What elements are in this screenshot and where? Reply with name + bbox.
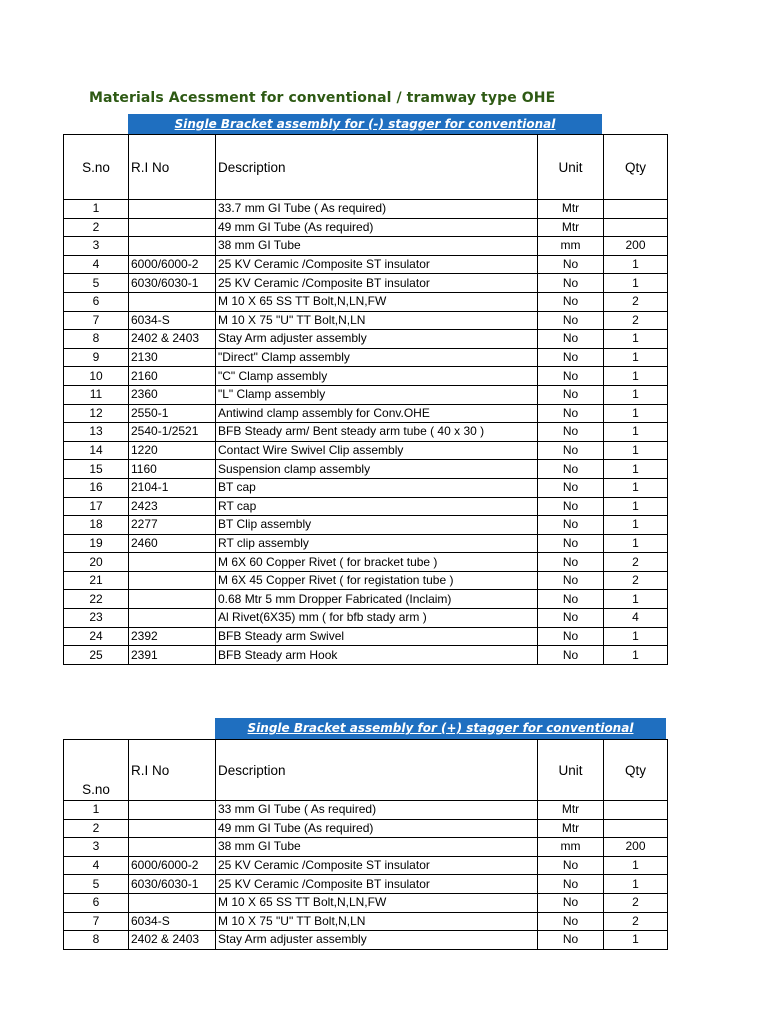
cell-sno: 9 (64, 348, 129, 367)
cell-unit: Mtr (538, 819, 604, 838)
cell-description: 33 mm GI Tube ( As required) (216, 801, 538, 820)
cell-sno: 7 (64, 311, 129, 330)
cell-ri-no (129, 609, 216, 628)
cell-ri-no: 6034-S (129, 912, 216, 931)
table-row (64, 348, 668, 367)
cell-unit: No (538, 516, 604, 535)
cell-ri-no (129, 819, 216, 838)
cell-sno: 10 (64, 367, 129, 386)
document-title: Materials Acessment for conventional / tramway type OHE (89, 90, 556, 106)
cell-sno: 8 (64, 330, 129, 349)
cell-sno: 6 (64, 893, 129, 912)
table-row (64, 441, 668, 460)
cell-qty: 1 (604, 330, 668, 349)
cell-sno: 1 (64, 801, 129, 820)
table-row (64, 497, 668, 516)
cell-ri-no (129, 893, 216, 912)
cell-qty: 1 (604, 385, 668, 404)
cell-qty: 1 (604, 516, 668, 535)
cell-qty (604, 218, 668, 237)
table-row (64, 478, 668, 497)
table-header-row (64, 135, 668, 200)
cell-ri-no (129, 571, 216, 590)
table-row (64, 931, 668, 950)
table-row (64, 292, 668, 311)
cell-qty: 1 (604, 931, 668, 950)
cell-unit: No (538, 441, 604, 460)
cell-sno: 25 (64, 646, 129, 665)
cell-qty (604, 801, 668, 820)
cell-ri-no (129, 553, 216, 572)
cell-description: Antiwind clamp assembly for Conv.OHE (216, 404, 538, 423)
cell-sno: 13 (64, 423, 129, 442)
cell-unit: No (538, 571, 604, 590)
cell-ri-no: 6030/6030-1 (129, 875, 216, 894)
table-row (64, 838, 668, 857)
cell-description: 25 KV Ceramic /Composite BT insulator (216, 875, 538, 894)
cell-ri-no: 2550-1 (129, 404, 216, 423)
cell-ri-no (129, 218, 216, 237)
cell-description: M 6X 60 Copper Rivet ( for bracket tube ) (216, 553, 538, 572)
cell-qty: 2 (604, 912, 668, 931)
cell-description: "C" Clamp assembly (216, 367, 538, 386)
cell-description: 25 KV Ceramic /Composite ST insulator (216, 856, 538, 875)
table-row (64, 367, 668, 386)
cell-qty: 1 (604, 404, 668, 423)
table-row (64, 423, 668, 442)
cell-unit: No (538, 423, 604, 442)
cell-ri-no (129, 237, 216, 256)
cell-sno: 20 (64, 553, 129, 572)
cell-qty: 1 (604, 590, 668, 609)
header-unit: Unit (538, 740, 604, 801)
cell-ri-no (129, 292, 216, 311)
cell-unit: No (538, 912, 604, 931)
cell-description: Contact Wire Swivel Clip assembly (216, 441, 538, 460)
cell-description: Al Rivet(6X35) mm ( for bfb stady arm ) (216, 609, 538, 628)
cell-description: BFB Steady arm Swivel (216, 627, 538, 646)
cell-ri-no: 2540-1/2521 (129, 423, 216, 442)
cell-qty: 1 (604, 646, 668, 665)
table-row (64, 609, 668, 628)
cell-description: M 10 X 75 "U" TT Bolt,N,LN (216, 311, 538, 330)
cell-unit: No (538, 478, 604, 497)
cell-unit: mm (538, 237, 604, 256)
cell-description: Stay Arm adjuster assembly (216, 330, 538, 349)
cell-sno: 1 (64, 200, 129, 219)
cell-sno: 11 (64, 385, 129, 404)
cell-description: BFB Steady arm Hook (216, 646, 538, 665)
table-row (64, 875, 668, 894)
cell-qty: 1 (604, 460, 668, 479)
cell-qty: 2 (604, 571, 668, 590)
table-row (64, 912, 668, 931)
cell-qty: 200 (604, 237, 668, 256)
cell-ri-no: 1160 (129, 460, 216, 479)
cell-unit: No (538, 534, 604, 553)
table-row (64, 385, 668, 404)
cell-sno: 6 (64, 292, 129, 311)
cell-description: 33.7 mm GI Tube ( As required) (216, 200, 538, 219)
cell-qty (604, 200, 668, 219)
cell-ri-no (129, 801, 216, 820)
table-row (64, 218, 668, 237)
cell-sno: 21 (64, 571, 129, 590)
materials-table-plus-stagger (63, 739, 668, 950)
table-row (64, 404, 668, 423)
cell-description: M 10 X 65 SS TT Bolt,N,LN,FW (216, 893, 538, 912)
cell-qty: 1 (604, 423, 668, 442)
cell-ri-no: 2423 (129, 497, 216, 516)
cell-qty: 2 (604, 553, 668, 572)
cell-sno: 8 (64, 931, 129, 950)
cell-qty (604, 819, 668, 838)
cell-qty: 1 (604, 441, 668, 460)
cell-ri-no: 2460 (129, 534, 216, 553)
cell-unit: No (538, 931, 604, 950)
cell-description: 25 KV Ceramic /Composite BT insulator (216, 274, 538, 293)
cell-unit: No (538, 460, 604, 479)
cell-description: 25 KV Ceramic /Composite ST insulator (216, 255, 538, 274)
cell-unit: No (538, 311, 604, 330)
cell-qty: 2 (604, 292, 668, 311)
cell-ri-no: 6034-S (129, 311, 216, 330)
cell-description: M 6X 45 Copper Rivet ( for registation tube ) (216, 571, 538, 590)
cell-sno: 3 (64, 838, 129, 857)
cell-qty: 1 (604, 478, 668, 497)
header-ri-no: R.I No (129, 740, 216, 801)
cell-qty: 200 (604, 838, 668, 857)
cell-unit: No (538, 893, 604, 912)
cell-unit: No (538, 590, 604, 609)
cell-sno: 3 (64, 237, 129, 256)
cell-ri-no: 6030/6030-1 (129, 274, 216, 293)
cell-qty: 1 (604, 255, 668, 274)
cell-unit: No (538, 646, 604, 665)
cell-description: 49 mm GI Tube (As required) (216, 218, 538, 237)
cell-description: BFB Steady arm/ Bent steady arm tube ( 40 x 30 ) (216, 423, 538, 442)
cell-unit: No (538, 609, 604, 628)
cell-unit: No (538, 627, 604, 646)
cell-ri-no: 2402 & 2403 (129, 330, 216, 349)
header-description: Description (216, 135, 538, 200)
cell-sno: 15 (64, 460, 129, 479)
cell-qty: 1 (604, 497, 668, 516)
header-qty: Qty (604, 740, 668, 801)
header-sno: S.no (64, 740, 129, 801)
header-ri-no: R.I No (129, 135, 216, 200)
cell-description: BT Clip assembly (216, 516, 538, 535)
cell-qty: 2 (604, 893, 668, 912)
table-row (64, 460, 668, 479)
header-sno: S.no (64, 135, 129, 200)
cell-description: M 10 X 65 SS TT Bolt,N,LN,FW (216, 292, 538, 311)
cell-sno: 24 (64, 627, 129, 646)
cell-ri-no (129, 200, 216, 219)
cell-ri-no: 2277 (129, 516, 216, 535)
table-header-row (64, 740, 668, 801)
table1-banner: Single Bracket assembly for (-) stagger for conventional (128, 114, 602, 134)
cell-ri-no: 2392 (129, 627, 216, 646)
header-qty: Qty (604, 135, 668, 200)
header-description: Description (216, 740, 538, 801)
table-row (64, 274, 668, 293)
cell-ri-no: 2391 (129, 646, 216, 665)
cell-description: 0.68 Mtr 5 mm Dropper Fabricated (Inclaim) (216, 590, 538, 609)
cell-unit: No (538, 875, 604, 894)
cell-unit: No (538, 385, 604, 404)
cell-sno: 23 (64, 609, 129, 628)
cell-sno: 16 (64, 478, 129, 497)
cell-sno: 18 (64, 516, 129, 535)
cell-ri-no: 2104-1 (129, 478, 216, 497)
cell-unit: No (538, 367, 604, 386)
cell-description: RT clip assembly (216, 534, 538, 553)
cell-sno: 7 (64, 912, 129, 931)
table-row (64, 237, 668, 256)
cell-ri-no: 2160 (129, 367, 216, 386)
cell-description: 38 mm GI Tube (216, 838, 538, 857)
cell-unit: No (538, 330, 604, 349)
cell-ri-no: 1220 (129, 441, 216, 460)
cell-sno: 4 (64, 255, 129, 274)
cell-ri-no: 6000/6000-2 (129, 255, 216, 274)
cell-description: BT cap (216, 478, 538, 497)
cell-unit: No (538, 292, 604, 311)
cell-description: 38 mm GI Tube (216, 237, 538, 256)
cell-sno: 14 (64, 441, 129, 460)
table-row (64, 801, 668, 820)
table-row (64, 571, 668, 590)
table-row (64, 819, 668, 838)
cell-unit: Mtr (538, 218, 604, 237)
table-row (64, 311, 668, 330)
cell-ri-no: 2360 (129, 385, 216, 404)
cell-unit: Mtr (538, 801, 604, 820)
cell-qty: 1 (604, 875, 668, 894)
cell-description: "L" Clamp assembly (216, 385, 538, 404)
cell-sno: 2 (64, 218, 129, 237)
cell-ri-no (129, 838, 216, 857)
cell-qty: 2 (604, 311, 668, 330)
cell-sno: 17 (64, 497, 129, 516)
table2-banner: Single Bracket assembly for (+) stagger for conventional (215, 718, 666, 739)
cell-description: "Direct" Clamp assembly (216, 348, 538, 367)
cell-sno: 2 (64, 819, 129, 838)
cell-unit: No (538, 553, 604, 572)
cell-description: M 10 X 75 "U" TT Bolt,N,LN (216, 912, 538, 931)
cell-description: Stay Arm adjuster assembly (216, 931, 538, 950)
table-row (64, 330, 668, 349)
cell-sno: 4 (64, 856, 129, 875)
cell-sno: 5 (64, 274, 129, 293)
table-row (64, 534, 668, 553)
cell-description: 49 mm GI Tube (As required) (216, 819, 538, 838)
cell-unit: mm (538, 838, 604, 857)
cell-description: RT cap (216, 497, 538, 516)
cell-ri-no: 2130 (129, 348, 216, 367)
table-row (64, 200, 668, 219)
cell-unit: No (538, 404, 604, 423)
materials-table-minus-stagger (63, 134, 668, 665)
cell-unit: No (538, 348, 604, 367)
cell-unit: No (538, 255, 604, 274)
table-row (64, 893, 668, 912)
cell-ri-no: 6000/6000-2 (129, 856, 216, 875)
cell-unit: No (538, 497, 604, 516)
header-unit: Unit (538, 135, 604, 200)
cell-sno: 22 (64, 590, 129, 609)
cell-sno: 5 (64, 875, 129, 894)
table-row (64, 856, 668, 875)
cell-qty: 1 (604, 367, 668, 386)
table-row (64, 590, 668, 609)
table-row (64, 627, 668, 646)
cell-qty: 1 (604, 534, 668, 553)
cell-qty: 1 (604, 348, 668, 367)
cell-qty: 1 (604, 627, 668, 646)
table-row (64, 646, 668, 665)
table-row (64, 255, 668, 274)
cell-description: Suspension clamp assembly (216, 460, 538, 479)
cell-unit: No (538, 856, 604, 875)
cell-sno: 12 (64, 404, 129, 423)
cell-qty: 4 (604, 609, 668, 628)
cell-qty: 1 (604, 274, 668, 293)
cell-ri-no (129, 590, 216, 609)
cell-qty: 1 (604, 856, 668, 875)
cell-unit: No (538, 274, 604, 293)
cell-unit: Mtr (538, 200, 604, 219)
table-row (64, 516, 668, 535)
table-row (64, 553, 668, 572)
cell-sno: 19 (64, 534, 129, 553)
cell-ri-no: 2402 & 2403 (129, 931, 216, 950)
